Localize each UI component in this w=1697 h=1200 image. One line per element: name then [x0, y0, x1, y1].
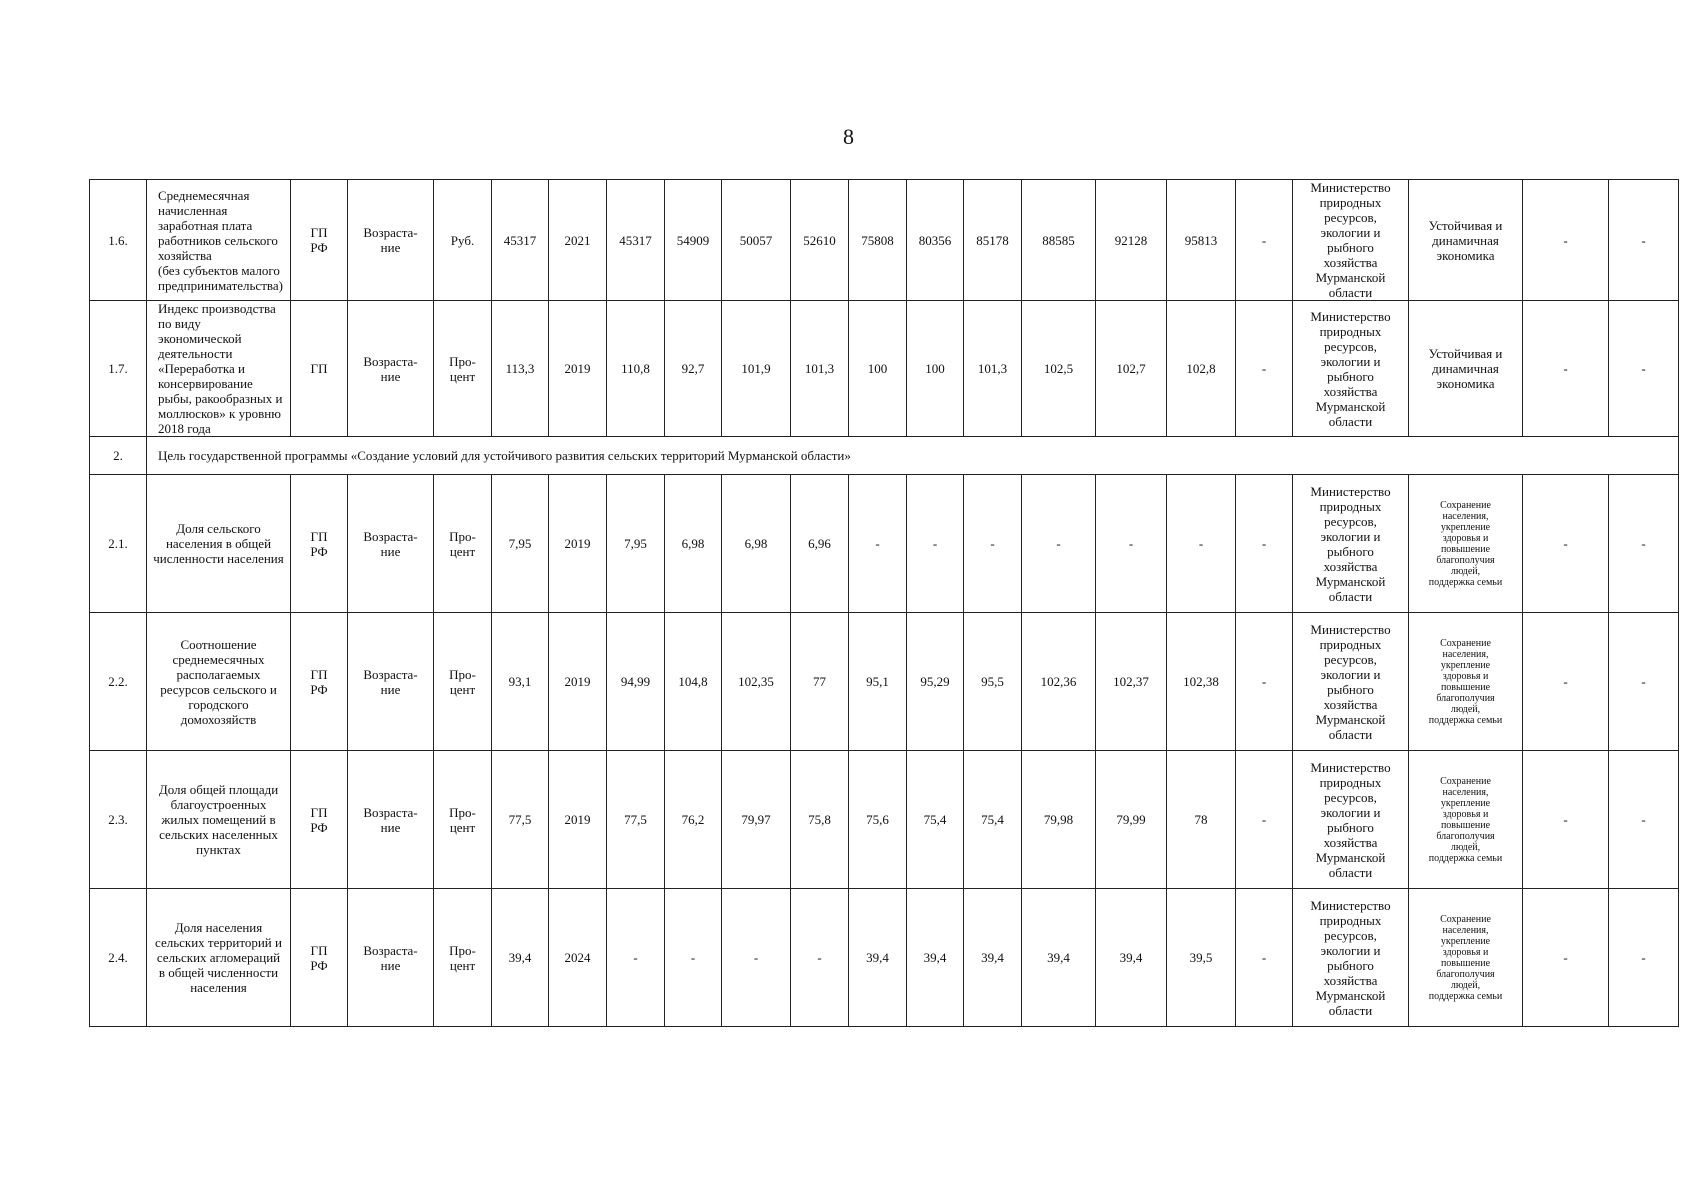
- year-value: -: [607, 889, 665, 1027]
- document-level: ГП РФ: [291, 475, 348, 613]
- year-value: -: [1236, 301, 1293, 437]
- indicators-table: [89, 179, 1679, 1027]
- section-title: Цель государственной программы «Создание условий для устойчивого развития сельских территорий Мурманской области»: [147, 437, 1679, 475]
- year-value: 102,5: [1022, 301, 1096, 437]
- indicator-name: Доля общей площади благоустроенных жилых помещений в сельских населенных пунктах: [147, 751, 291, 889]
- year-value: 79,97: [722, 751, 791, 889]
- section-row-2: [90, 437, 1679, 475]
- indicator-name: Доля населения сельских территорий и сельских агломераций в общей численности населения: [147, 889, 291, 1027]
- year-value: -: [1236, 180, 1293, 301]
- responsible-body: Министерство природных ресурсов, экологии и рыбного хозяйства Мурманской области: [1293, 180, 1409, 301]
- year-value: 39,4: [849, 889, 907, 1027]
- year-value: 45317: [607, 180, 665, 301]
- extra-column-2: -: [1609, 475, 1679, 613]
- year-value: 39,5: [1167, 889, 1236, 1027]
- row-number: 1.6.: [90, 180, 147, 301]
- row-number: 2.4.: [90, 889, 147, 1027]
- year-value: 101,9: [722, 301, 791, 437]
- year-value: 104,8: [665, 613, 722, 751]
- year-value: 75,8: [791, 751, 849, 889]
- page-number: 8: [843, 124, 854, 149]
- extra-column-2: -: [1609, 301, 1679, 437]
- year-value: 94,99: [607, 613, 665, 751]
- table-row: [90, 889, 1679, 1027]
- unit-of-measure: Про- цент: [434, 613, 492, 751]
- year-value: 39,4: [964, 889, 1022, 1027]
- year-value: 6,98: [722, 475, 791, 613]
- year-value: 75,6: [849, 751, 907, 889]
- row-number: 1.7.: [90, 301, 147, 437]
- responsible-body: Министерство природных ресурсов, экологии и рыбного хозяйства Мурманской области: [1293, 613, 1409, 751]
- unit-of-measure: Про- цент: [434, 475, 492, 613]
- year-value: 78: [1167, 751, 1236, 889]
- year-value: 52610: [791, 180, 849, 301]
- year-value: -: [1096, 475, 1167, 613]
- year-value: 76,2: [665, 751, 722, 889]
- extra-column-1: -: [1523, 751, 1609, 889]
- table-row: [90, 301, 1679, 437]
- year-value: 79,99: [1096, 751, 1167, 889]
- indicator-name: Соотношение среднемесячных располагаемых ресурсов сельского и городского домохозяйств: [147, 613, 291, 751]
- responsible-body: Министерство природных ресурсов, экологии и рыбного хозяйства Мурманской области: [1293, 475, 1409, 613]
- year-value: 100: [907, 301, 964, 437]
- extra-column-1: -: [1523, 613, 1609, 751]
- national-goal: Сохранение населения, укрепление здоровья и повышение благополучия людей, поддержка семьи: [1409, 475, 1523, 613]
- table-row: [90, 475, 1679, 613]
- trend-direction: Возраста- ние: [348, 751, 434, 889]
- year-value: 39,4: [1096, 889, 1167, 1027]
- trend-direction: Возраста- ние: [348, 301, 434, 437]
- year-value: -: [907, 475, 964, 613]
- year-value: 102,7: [1096, 301, 1167, 437]
- year-value: 75,4: [907, 751, 964, 889]
- responsible-body: Министерство природных ресурсов, экологии и рыбного хозяйства Мурманской области: [1293, 751, 1409, 889]
- trend-direction: Возраста- ние: [348, 613, 434, 751]
- base-year: 2019: [549, 301, 607, 437]
- year-value: 6,96: [791, 475, 849, 613]
- national-goal: Сохранение населения, укрепление здоровья и повышение благополучия людей, поддержка семьи: [1409, 751, 1523, 889]
- year-value: 7,95: [607, 475, 665, 613]
- row-number: 2.2.: [90, 613, 147, 751]
- base-year: 2021: [549, 180, 607, 301]
- national-goal: Сохранение населения, укрепление здоровья и повышение благополучия людей, поддержка семьи: [1409, 613, 1523, 751]
- base-value: 93,1: [492, 613, 549, 751]
- row-number: 2.1.: [90, 475, 147, 613]
- year-value: 39,4: [1022, 889, 1096, 1027]
- year-value: -: [849, 475, 907, 613]
- base-year: 2019: [549, 613, 607, 751]
- year-value: 102,36: [1022, 613, 1096, 751]
- year-value: 101,3: [791, 301, 849, 437]
- extra-column-2: -: [1609, 613, 1679, 751]
- extra-column-1: -: [1523, 475, 1609, 613]
- year-value: -: [1022, 475, 1096, 613]
- year-value: 92128: [1096, 180, 1167, 301]
- table-row: [90, 751, 1679, 889]
- year-value: 50057: [722, 180, 791, 301]
- national-goal: Устойчивая и динамичная экономика: [1409, 301, 1523, 437]
- year-value: -: [1236, 751, 1293, 889]
- document-level: ГП РФ: [291, 889, 348, 1027]
- extra-column-1: -: [1523, 180, 1609, 301]
- unit-of-measure: Про- цент: [434, 301, 492, 437]
- trend-direction: Возраста- ние: [348, 889, 434, 1027]
- year-value: 102,35: [722, 613, 791, 751]
- year-value: 102,38: [1167, 613, 1236, 751]
- base-year: 2019: [549, 751, 607, 889]
- trend-direction: Возраста- ние: [348, 475, 434, 613]
- year-value: -: [722, 889, 791, 1027]
- year-value: -: [1236, 613, 1293, 751]
- year-value: -: [1167, 475, 1236, 613]
- year-value: 75,4: [964, 751, 1022, 889]
- year-value: 6,98: [665, 475, 722, 613]
- year-value: 102,37: [1096, 613, 1167, 751]
- table-row: [90, 180, 1679, 301]
- national-goal: Сохранение населения, укрепление здоровья и повышение благополучия людей, поддержка семьи: [1409, 889, 1523, 1027]
- base-value: 113,3: [492, 301, 549, 437]
- year-value: 95,5: [964, 613, 1022, 751]
- extra-column-1: -: [1523, 889, 1609, 1027]
- indicator-name: Индекс производства по виду экономической деятельности «Переработка и консервирование рыбы, ракообразных и моллюсков» к уровню 2018 года: [147, 301, 291, 437]
- indicator-name: Доля сельского населения в общей численности населения: [147, 475, 291, 613]
- year-value: 77,5: [607, 751, 665, 889]
- year-value: 75808: [849, 180, 907, 301]
- base-value: 39,4: [492, 889, 549, 1027]
- year-value: 77: [791, 613, 849, 751]
- year-value: 80356: [907, 180, 964, 301]
- base-year: 2024: [549, 889, 607, 1027]
- extra-column-2: -: [1609, 751, 1679, 889]
- base-value: 7,95: [492, 475, 549, 613]
- unit-of-measure: Про- цент: [434, 751, 492, 889]
- year-value: 101,3: [964, 301, 1022, 437]
- year-value: 95813: [1167, 180, 1236, 301]
- unit-of-measure: Про- цент: [434, 889, 492, 1027]
- trend-direction: Возраста- ние: [348, 180, 434, 301]
- document-level: ГП РФ: [291, 180, 348, 301]
- year-value: 88585: [1022, 180, 1096, 301]
- table-row: [90, 613, 1679, 751]
- unit-of-measure: Руб.: [434, 180, 492, 301]
- year-value: 110,8: [607, 301, 665, 437]
- year-value: -: [791, 889, 849, 1027]
- section-number: 2.: [90, 437, 147, 475]
- responsible-body: Министерство природных ресурсов, экологии и рыбного хозяйства Мурманской области: [1293, 301, 1409, 437]
- year-value: -: [964, 475, 1022, 613]
- year-value: 54909: [665, 180, 722, 301]
- base-value: 45317: [492, 180, 549, 301]
- responsible-body: Министерство природных ресурсов, экологии и рыбного хозяйства Мурманской области: [1293, 889, 1409, 1027]
- extra-column-2: -: [1609, 889, 1679, 1027]
- document-level: ГП: [291, 301, 348, 437]
- base-value: 77,5: [492, 751, 549, 889]
- row-number: 2.3.: [90, 751, 147, 889]
- year-value: 85178: [964, 180, 1022, 301]
- year-value: -: [1236, 889, 1293, 1027]
- extra-column-1: -: [1523, 301, 1609, 437]
- national-goal: Устойчивая и динамичная экономика: [1409, 180, 1523, 301]
- year-value: -: [665, 889, 722, 1027]
- base-year: 2019: [549, 475, 607, 613]
- year-value: 102,8: [1167, 301, 1236, 437]
- year-value: 92,7: [665, 301, 722, 437]
- year-value: 79,98: [1022, 751, 1096, 889]
- document-level: ГП РФ: [291, 751, 348, 889]
- indicator-name: Среднемесячная начисленная заработная плата работников сельского хозяйства (без субъектов малого предпринимательства): [147, 180, 291, 301]
- year-value: -: [1236, 475, 1293, 613]
- year-value: 95,1: [849, 613, 907, 751]
- year-value: 100: [849, 301, 907, 437]
- year-value: 95,29: [907, 613, 964, 751]
- year-value: 39,4: [907, 889, 964, 1027]
- document-level: ГП РФ: [291, 613, 348, 751]
- extra-column-2: -: [1609, 180, 1679, 301]
